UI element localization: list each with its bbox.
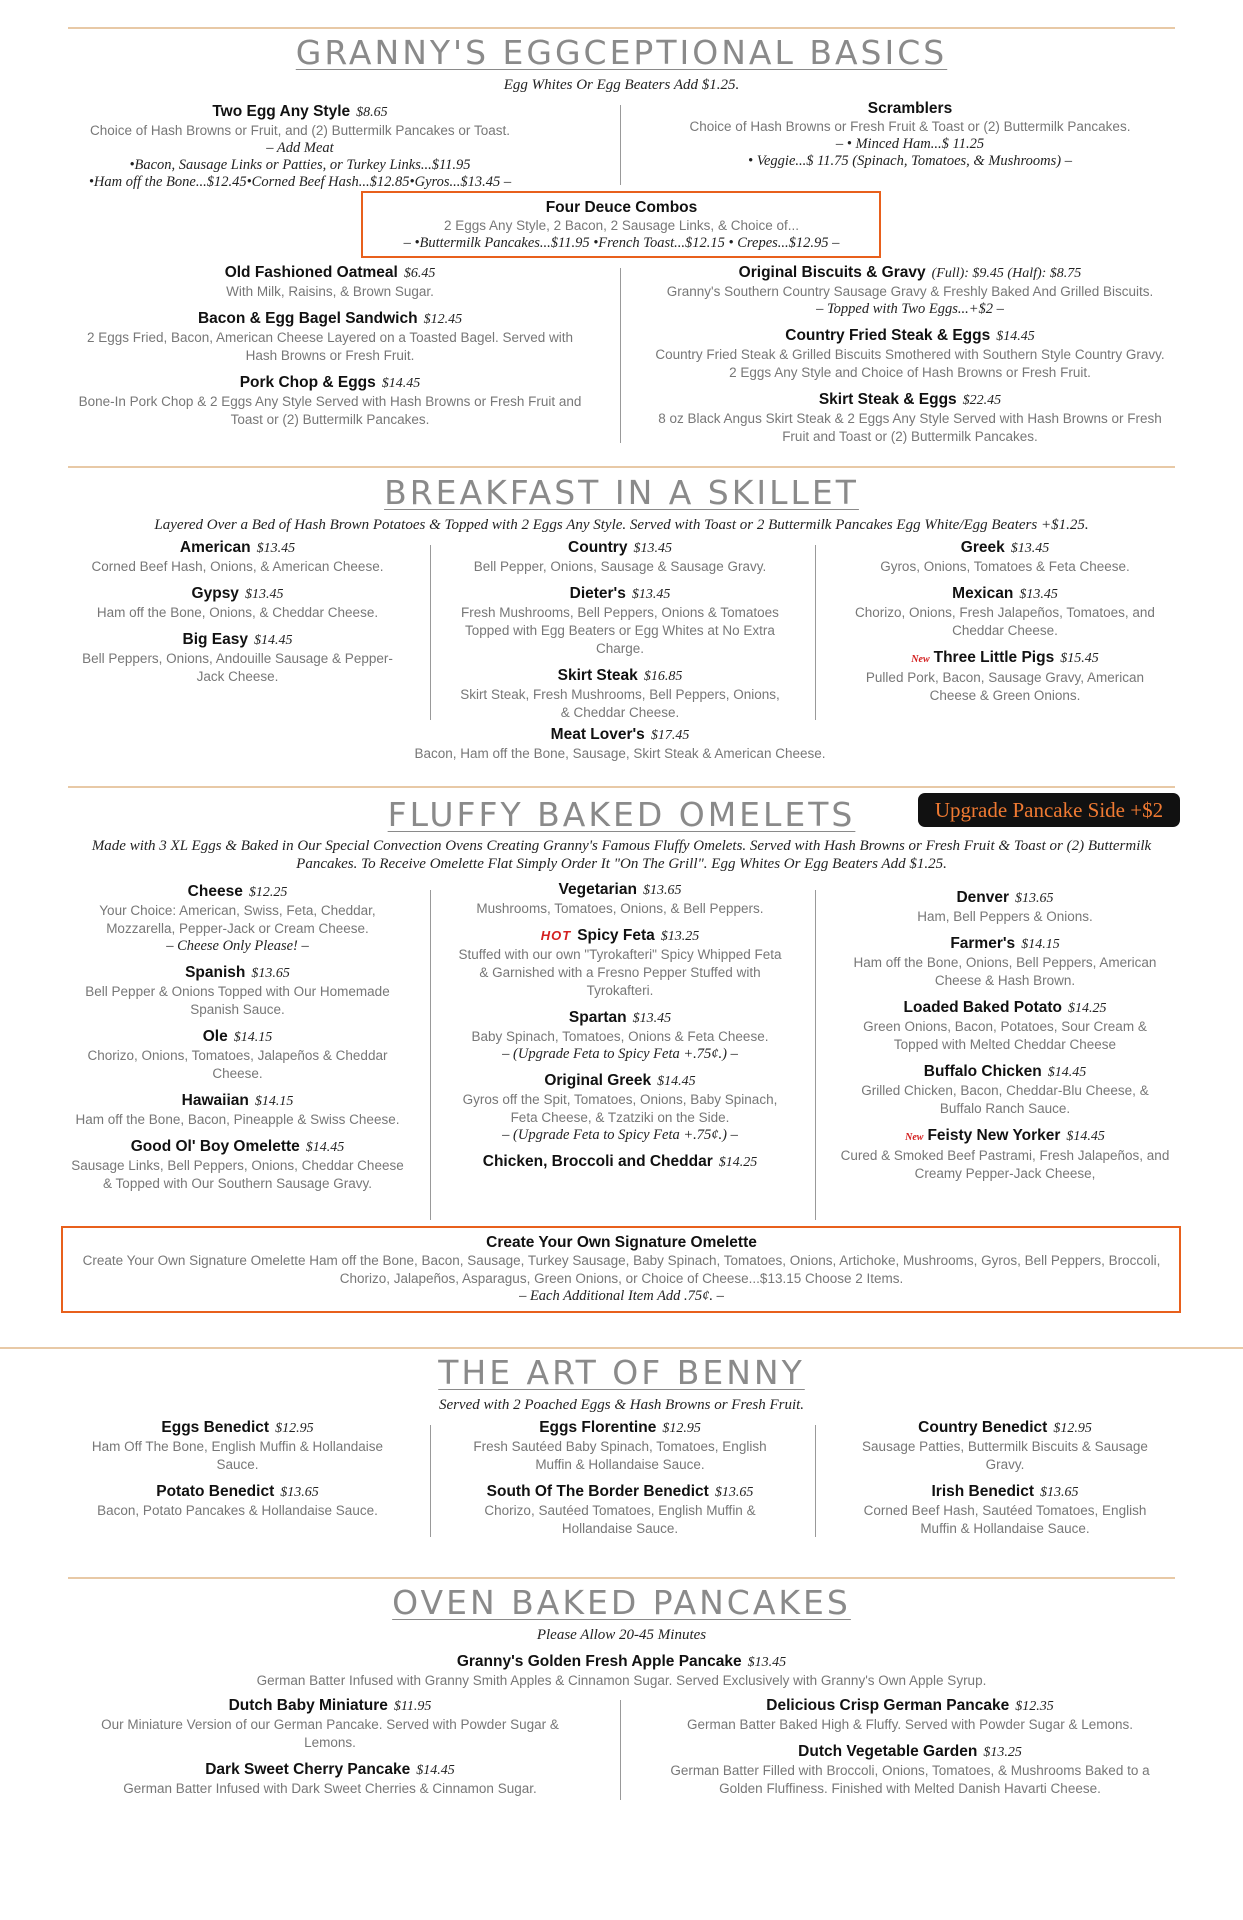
item-name: Buffalo Chicken: [923, 1063, 1042, 1080]
benny-column-2: [460, 1418, 780, 1546]
item-price: $14.45: [996, 329, 1035, 344]
item-note: – Cheese Only Please! –: [166, 938, 309, 954]
item-name: Create Your Own Signature Omelette: [486, 1234, 757, 1251]
item-name: South Of The Border Benedict: [486, 1483, 709, 1500]
item-heading: [840, 998, 1170, 1018]
item-name: Mexican: [952, 585, 1014, 602]
upgrade-pancake-badge: Upgrade Pancake Side +$2: [918, 793, 1180, 827]
item-name: Hawaiian: [181, 1092, 249, 1109]
item-name: Four Deuce Combos: [545, 199, 698, 216]
item-price: $14.15: [233, 1030, 273, 1045]
item-desc: Grilled Chicken, Bacon, Cheddar-Blu Cheese, & Buffalo Ranch Sauce.: [861, 1083, 1149, 1116]
item-price: $12.25: [248, 885, 288, 900]
item-name: Dutch Baby Miniature: [228, 1697, 388, 1714]
column-divider: [430, 890, 431, 1220]
item-name: Skirt Steak: [557, 667, 638, 684]
item-price: $14.25: [1067, 1001, 1107, 1016]
item-desc: German Batter Filled with Broccoli, Onions, Tomatoes, & Mushrooms Baked to a Golden Fluffiness. Finished with Melted Danish Havarti Cheese.: [670, 1763, 1150, 1796]
item-heading: [455, 1152, 785, 1172]
menu-item: [70, 1091, 405, 1129]
skillet-subtitle: Layered Over a Bed of Hash Brown Potatoes & Topped with 2 Eggs Any Style. Served with Toast or 2 Buttermilk Pancakes Egg White/Egg Beaters +$1.25.: [154, 517, 1089, 533]
menu-item: [455, 1152, 785, 1172]
omelets-column-3: [840, 888, 1170, 1191]
item-name: Big Easy: [182, 631, 248, 648]
item-heading: [120, 1652, 1123, 1672]
menu-item: [80, 630, 395, 686]
item-price: $14.15: [254, 1094, 294, 1109]
item-name: Original Greek: [544, 1072, 652, 1089]
menu-item: [70, 263, 590, 301]
item-name: Feisty New Yorker: [927, 1127, 1061, 1144]
item-desc: Gyros off the Spit, Tomatoes, Onions, Baby Spinach, Feta Cheese, & Tzatziki on the Side.: [462, 1092, 778, 1125]
item-price: $12.45: [423, 312, 463, 327]
column-divider: [815, 545, 816, 720]
item-heading: [845, 648, 1165, 669]
item-price: $12.95: [275, 1421, 314, 1436]
item-heading: [70, 1091, 405, 1111]
item-desc: German Batter Infused with Dark Sweet Cherries & Cinnamon Sugar.: [123, 1781, 537, 1796]
item-name: Scramblers: [867, 100, 953, 117]
section-divider: [68, 786, 1175, 788]
pancakes-left-column: [90, 1696, 570, 1806]
hot-badge: HOT: [540, 928, 572, 943]
item-price: $13.45: [632, 1011, 672, 1026]
skillet-column-3: [845, 538, 1165, 713]
menu-item-spicy-feta: [455, 926, 785, 1000]
item-name: Greek: [960, 539, 1005, 556]
menu-item: [845, 1418, 1165, 1474]
item-name: Gypsy: [191, 585, 239, 602]
item-price: $14.45: [416, 1763, 455, 1778]
item-desc: 2 Eggs Fried, Bacon, American Cheese Layered on a Toasted Bagel. Served with Hash Browns or Fresh Fruit.: [86, 330, 574, 363]
item-desc: Cured & Smoked Beef Pastrami, Fresh Jalapeños, and Creamy Pepper-Jack Cheese,: [840, 1148, 1170, 1181]
menu-item: [90, 1760, 570, 1798]
item-desc: Chorizo, Onions, Fresh Jalapeños, Tomatoes, and Cheddar Cheese.: [855, 605, 1155, 638]
item-price: $13.65: [251, 966, 290, 981]
menu-item: [650, 390, 1170, 446]
item-price: $13.65: [280, 1485, 319, 1500]
item-note: – Each Additional Item Add .75¢. –: [519, 1288, 724, 1304]
section-title-benny: THE ART OF BENNY: [438, 1353, 805, 1392]
item-price: $12.95: [1053, 1421, 1092, 1436]
item-desc: Corned Beef Hash, Sautéed Tomatoes, English Muffin & Hollandaise Sauce.: [863, 1503, 1147, 1536]
menu-item: [460, 584, 780, 658]
item-note: – •Buttermilk Pancakes...$11.95 •French Toast...$12.15 • Crepes...$12.95 –: [403, 235, 840, 251]
item-heading: [370, 725, 870, 745]
item-desc: Green Onions, Bacon, Potatoes, Sour Cream & Topped with Melted Cheddar Cheese: [863, 1019, 1147, 1052]
menu-item: [840, 888, 1170, 926]
item-heading: [840, 1126, 1170, 1147]
item-name: Spartan: [568, 1009, 627, 1026]
menu-item: [840, 998, 1170, 1054]
menu-item: [650, 326, 1170, 382]
item-desc: Sausage Links, Bell Peppers, Onions, Cheddar Cheese & Topped with Our Southern Sausage Gravy.: [71, 1158, 404, 1191]
menu-item: [70, 309, 590, 365]
item-desc: German Batter Infused with Granny Smith Apples & Cinnamon Sugar. Served Exclusively with Granny's Own Apple Syrup.: [256, 1673, 987, 1688]
new-badge: New: [905, 1132, 924, 1143]
column-divider: [815, 1425, 816, 1537]
item-desc: Your Choice: American, Swiss, Feta, Cheddar, Mozzarella, Pepper-Jack or Cream Cheese.: [99, 903, 376, 936]
item-name: Bacon & Egg Bagel Sandwich: [197, 310, 418, 327]
item-heading: [70, 373, 590, 393]
omelets-column-1: [70, 882, 405, 1201]
item-name: Irish Benedict: [931, 1483, 1034, 1500]
item-heading: [70, 263, 590, 283]
omelets-column-2: [455, 880, 785, 1180]
item-desc: Bone-In Pork Chop & 2 Eggs Any Style Served with Hash Browns or Fresh Fruit and Toast or (2) Buttermilk Pancakes.: [78, 394, 582, 427]
item-name: Eggs Benedict: [161, 1419, 270, 1436]
item-name: Two Egg Any Style: [212, 103, 351, 120]
item-price: $13.65: [1015, 891, 1054, 906]
item-heading: [840, 934, 1170, 954]
menu-item-create-your-own: [80, 1233, 1163, 1305]
item-price: $13.45: [631, 587, 671, 602]
item-heading: [650, 263, 1170, 283]
item-desc: Bell Pepper, Onions, Sausage & Sausage Gravy.: [473, 559, 767, 574]
menu-item-three-little-pigs: [845, 648, 1165, 705]
item-note: – Topped with Two Eggs...+$2 –: [816, 301, 1004, 317]
item-desc: Bell Peppers, Onions, Andouille Sausage & Pepper-Jack Cheese.: [82, 651, 393, 684]
skillet-column-2: [460, 538, 780, 730]
menu-item: [70, 1027, 405, 1083]
menu-item: [845, 538, 1165, 576]
item-heading: [70, 309, 590, 329]
item-heading: [80, 1482, 395, 1502]
item-desc: Mushrooms, Tomatoes, Onions, & Bell Peppers.: [476, 901, 764, 916]
menu-item: [80, 538, 395, 576]
item-heading: [845, 584, 1165, 604]
item-heading: [840, 888, 1170, 908]
item-note: • Veggie...$ 11.75 (Spinach, Tomatoes, & Mushrooms) –: [748, 153, 1072, 169]
item-heading: [650, 1742, 1170, 1762]
item-price: $14.45: [305, 1140, 345, 1155]
item-desc: Bacon, Ham off the Bone, Sausage, Skirt Steak & American Cheese.: [414, 746, 826, 761]
item-name: Good Ol' Boy Omelette: [130, 1138, 300, 1155]
item-desc: 2 Eggs Any Style, 2 Bacon, 2 Sausage Links, & Choice of...: [444, 218, 799, 233]
item-heading: [455, 1071, 785, 1091]
item-name: Dieter's: [569, 585, 626, 602]
skillet-column-1: [80, 538, 395, 694]
item-name: Dutch Vegetable Garden: [798, 1743, 978, 1760]
menu-item: [650, 1696, 1170, 1734]
item-price: $13.65: [642, 883, 682, 898]
item-heading: [460, 538, 780, 558]
item-heading: [80, 102, 520, 122]
item-note: – Add Meat: [266, 140, 334, 156]
item-desc: Create Your Own Signature Omelette Ham off the Bone, Bacon, Sausage, Turkey Sausage, Baby Spinach, Tomatoes, Onions, Artichoke, Mushrooms, Gyros, Bell Peppers, Broccoli, Chorizo, Jalapeños, Asparagus, Green Onions, or Choice of Cheese...$13.15 Choose 2 Items.: [82, 1253, 1161, 1286]
item-name: Granny's Golden Fresh Apple Pancake: [456, 1653, 742, 1670]
item-desc: Our Miniature Version of our German Pancake. Served with Powder Sugar & Lemons.: [101, 1717, 559, 1750]
item-desc: Bacon, Potato Pancakes & Hollandaise Sauce.: [97, 1503, 378, 1518]
item-price: $13.25: [983, 1745, 1022, 1760]
item-name: Original Biscuits & Gravy: [738, 264, 926, 281]
item-heading: [650, 326, 1170, 346]
item-note: •Bacon, Sausage Links or Patties, or Turkey Links...$11.95: [129, 157, 471, 173]
column-divider: [620, 1700, 621, 1800]
item-heading: [460, 584, 780, 604]
item-heading: [80, 630, 395, 650]
menu-item: [460, 538, 780, 576]
menu-item: [80, 584, 395, 622]
item-price: $13.45: [747, 1655, 787, 1670]
item-price: $13.65: [1040, 1485, 1079, 1500]
item-price: $17.45: [650, 728, 690, 743]
item-name: Meat Lover's: [550, 726, 645, 743]
item-name: Spicy Feta: [577, 927, 655, 944]
menu-item: [460, 666, 780, 722]
item-name: Eggs Florentine: [539, 1419, 657, 1436]
item-desc: Gyros, Onions, Tomatoes & Feta Cheese.: [880, 559, 1130, 574]
item-name: Cheese: [187, 883, 243, 900]
menu-item-cheese: [70, 882, 405, 955]
item-name: Skirt Steak & Eggs: [818, 391, 957, 408]
column-divider: [620, 105, 621, 185]
item-price: $14.45: [1066, 1129, 1105, 1144]
item-name: Loaded Baked Potato: [903, 999, 1062, 1016]
item-heading: [455, 880, 785, 900]
menu-item: [840, 934, 1170, 990]
menu-item: [70, 963, 405, 1019]
item-heading: [80, 1418, 395, 1438]
item-heading: [650, 1696, 1170, 1716]
menu-item: [650, 1742, 1170, 1798]
item-desc: Ham off the Bone, Onions, Bell Peppers, American Cheese & Hash Brown.: [853, 955, 1157, 988]
item-price: $8.65: [356, 105, 388, 120]
item-name: Three Little Pigs: [933, 649, 1055, 666]
item-name: Potato Benedict: [156, 1483, 275, 1500]
item-desc: Ham off the Bone, Bacon, Pineapple & Swiss Cheese.: [75, 1112, 400, 1127]
item-desc: Ham, Bell Peppers & Onions.: [917, 909, 1093, 924]
section-divider: [68, 466, 1175, 468]
menu-item: [460, 1418, 780, 1474]
menu-item: [840, 1062, 1170, 1118]
item-desc: Fresh Mushrooms, Bell Peppers, Onions & Tomatoes Topped with Egg Beaters or Egg Whites at No Extra Charge.: [461, 605, 779, 656]
pancakes-right-column: [650, 1696, 1170, 1806]
item-price: $22.45: [962, 393, 1002, 408]
item-price: $13.45: [256, 541, 296, 556]
item-heading: [80, 584, 395, 604]
menu-item: [90, 1696, 570, 1752]
menu-item-combos: [361, 198, 882, 252]
basics-subtitle: Egg Whites Or Egg Beaters Add $1.25.: [503, 77, 740, 93]
item-heading: [70, 1137, 405, 1157]
item-note: – • Minced Ham...$ 11.25: [835, 136, 985, 152]
item-price: $13.25: [660, 929, 700, 944]
item-name: Spanish: [185, 964, 246, 981]
menu-item-apple-pancake: [120, 1652, 1123, 1690]
menu-item: [80, 1482, 395, 1520]
section-title-omelets: FLUFFY BAKED OMELETS: [387, 795, 856, 834]
section-divider: [68, 1577, 1175, 1579]
item-name: Denver: [956, 889, 1010, 906]
item-name: Pork Chop & Eggs: [239, 374, 376, 391]
item-price: $11.95: [393, 1699, 432, 1714]
item-name: Old Fashioned Oatmeal: [224, 264, 398, 281]
item-note: – (Upgrade Feta to Spicy Feta +.75¢.) –: [502, 1046, 738, 1062]
column-divider: [430, 545, 431, 720]
item-price: $16.85: [643, 669, 683, 684]
item-desc: Granny's Southern Country Sausage Gravy & Freshly Baked And Grilled Biscuits.: [666, 284, 1154, 299]
item-price: (Full): $9.45 (Half): $8.75: [931, 266, 1082, 281]
item-price: $14.45: [381, 376, 421, 391]
item-heading: [90, 1760, 570, 1780]
item-name: Ole: [202, 1028, 228, 1045]
item-name: Vegetarian: [558, 881, 637, 898]
menu-item-feisty-new-yorker: [840, 1126, 1170, 1183]
item-name: Dark Sweet Cherry Pancake: [205, 1761, 411, 1778]
item-price: $13.65: [714, 1485, 754, 1500]
benny-column-3: [845, 1418, 1165, 1546]
menu-item: [455, 1071, 785, 1144]
item-desc: With Milk, Raisins, & Brown Sugar.: [226, 284, 434, 299]
column-divider: [430, 1425, 431, 1537]
item-desc: Chorizo, Sautéed Tomatoes, English Muffin & Hollandaise Sauce.: [484, 1503, 756, 1536]
item-heading: [70, 882, 405, 902]
item-desc: German Batter Baked High & Fluffy. Served with Powder Sugar & Lemons.: [687, 1717, 1133, 1732]
menu-item: [455, 880, 785, 918]
item-desc: Bell Pepper & Onions Topped with Our Homemade Spanish Sauce.: [85, 984, 390, 1017]
item-price: $12.95: [662, 1421, 701, 1436]
item-price: $14.45: [1047, 1065, 1087, 1080]
item-price: $6.45: [403, 266, 436, 281]
new-badge: New: [911, 654, 930, 665]
item-heading: [845, 538, 1165, 558]
item-name: Country Benedict: [918, 1419, 1048, 1436]
item-desc: Ham Off The Bone, English Muffin & Hollandaise Sauce.: [91, 1439, 384, 1472]
item-heading: [845, 1482, 1165, 1502]
menu-item: [80, 1418, 395, 1474]
menu-item: [650, 263, 1170, 318]
item-price: $14.45: [657, 1074, 696, 1089]
section-divider: [68, 27, 1175, 29]
item-heading: [840, 1062, 1170, 1082]
item-heading: [460, 666, 780, 686]
item-desc: Baby Spinach, Tomatoes, Onions & Feta Cheese.: [471, 1029, 769, 1044]
item-price: $14.45: [253, 633, 293, 648]
item-heading: [455, 1008, 785, 1028]
column-divider: [815, 890, 816, 1220]
item-desc: 8 oz Black Angus Skirt Steak & 2 Eggs Any Style Served with Hash Browns or Fresh Fruit and Toast or (2) Buttermilk Pancakes.: [658, 411, 1162, 444]
benny-column-1: [80, 1418, 395, 1528]
section-title-basics: GRANNY'S EGGCEPTIONAL BASICS: [295, 33, 948, 72]
item-desc: Sausage Patties, Buttermilk Biscuits & Sausage Gravy.: [862, 1439, 1148, 1472]
section-divider: [0, 1347, 1243, 1349]
menu-item: [70, 373, 590, 429]
menu-item-meat-lovers: [370, 725, 870, 763]
item-note: – (Upgrade Feta to Spicy Feta +.75¢.) –: [502, 1127, 738, 1143]
item-desc: Stuffed with our own "Tyrokafteri" Spicy Whipped Feta & Garnished with a Fresno Pepper Stuffed with Tyrokafteri.: [458, 947, 782, 998]
item-name: Country Fried Steak & Eggs: [785, 327, 991, 344]
menu-item-scramblers: [650, 99, 1170, 170]
item-price: $15.45: [1060, 651, 1099, 666]
menu-item: [70, 1137, 405, 1193]
menu-item: [845, 584, 1165, 640]
item-price: $13.45: [633, 541, 672, 556]
item-name: Delicious Crisp German Pancake: [766, 1697, 1010, 1714]
section-title-skillet: BREAKFAST IN A SKILLET: [384, 473, 859, 512]
basics-left-column: [70, 263, 590, 437]
item-desc: Country Fried Steak & Grilled Biscuits Smothered with Southern Style Country Gravy. 2 Eggs Any Style and Choice of Hash Browns or Fresh Fruit.: [655, 347, 1165, 380]
item-desc: Choice of Hash Browns or Fresh Fruit & Toast or (2) Buttermilk Pancakes.: [689, 119, 1131, 134]
item-name: American: [179, 539, 251, 556]
pancakes-subtitle: Please Allow 20-45 Minutes: [536, 1627, 707, 1643]
menu-item: [460, 1482, 780, 1538]
item-desc: Choice of Hash Browns or Fruit, and (2) Buttermilk Pancakes or Toast.: [90, 123, 510, 138]
item-price: $14.25: [718, 1155, 758, 1170]
omelets-subtitle: Made with 3 XL Eggs & Baked in Our Special Convection Ovens Creating Granny's Famous Fluffy Omelets. Served with Hash Browns or Fresh Fruit & Toast or (2) Buttermilk Pancakes. To Receive Omelette Flat Simply Order It "On The Grill". Egg Whites Or Egg Beaters Add $1.25.: [91, 838, 1152, 872]
section-title-pancakes: OVEN BAKED PANCAKES: [392, 1583, 851, 1622]
item-name: Chicken, Broccoli and Cheddar: [482, 1153, 713, 1170]
column-divider: [620, 268, 621, 443]
menu-item-two-egg: [80, 102, 520, 191]
benny-subtitle: Served with 2 Poached Eggs & Hash Browns or Fresh Fruit.: [438, 1397, 805, 1413]
item-price: $13.45: [1019, 587, 1058, 602]
item-note: •Ham off the Bone...$12.45•Corned Beef Hash...$12.85•Gyros...$13.45 –: [88, 174, 512, 190]
item-name: Country: [568, 539, 628, 556]
item-heading: [90, 1696, 570, 1716]
item-price: $13.45: [244, 587, 284, 602]
item-desc: Corned Beef Hash, Onions, & American Cheese.: [91, 559, 384, 574]
item-heading: [650, 390, 1170, 410]
item-heading: [70, 963, 405, 983]
basics-right-column: [650, 263, 1170, 454]
item-heading: [460, 1482, 780, 1502]
item-heading: [70, 1027, 405, 1047]
item-price: $13.45: [1010, 541, 1050, 556]
item-heading: [455, 926, 785, 946]
menu-item: [845, 1482, 1165, 1538]
item-desc: Fresh Sautéed Baby Spinach, Tomatoes, English Muffin & Hollandaise Sauce.: [473, 1439, 767, 1472]
item-desc: Pulled Pork, Bacon, Sausage Gravy, American Cheese & Green Onions.: [865, 670, 1145, 703]
item-desc: Ham off the Bone, Onions, & Cheddar Cheese.: [96, 605, 379, 620]
item-desc: Skirt Steak, Fresh Mushrooms, Bell Peppers, Onions, & Cheddar Cheese.: [460, 687, 780, 720]
item-price: $12.35: [1015, 1699, 1054, 1714]
item-heading: [80, 538, 395, 558]
item-desc: Chorizo, Onions, Tomatoes, Jalapeños & Cheddar Cheese.: [87, 1048, 388, 1081]
menu-item: [455, 1008, 785, 1063]
item-heading: [460, 1418, 780, 1438]
item-heading: [845, 1418, 1165, 1438]
item-price: $14.15: [1021, 937, 1060, 952]
item-name: Farmer's: [950, 935, 1016, 952]
